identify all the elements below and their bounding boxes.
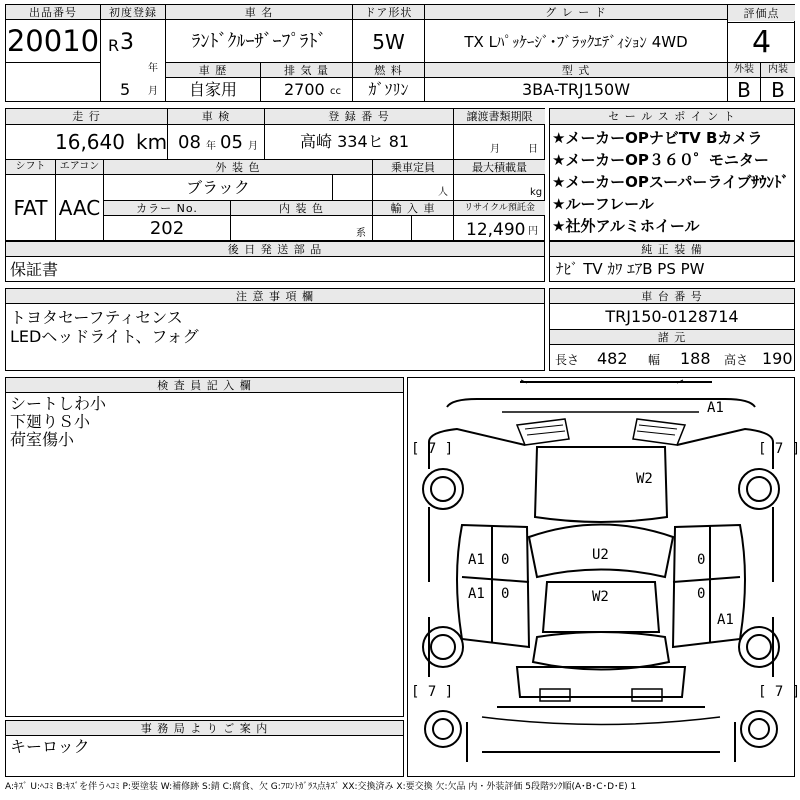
- registration-month: 5: [120, 80, 131, 99]
- recycle-unit: 円: [528, 226, 538, 237]
- sales-point-4: ★ルーフレール: [552, 195, 654, 213]
- recycle-label: リサイクル預託金: [454, 201, 545, 215]
- max-load-unit: kg: [530, 187, 543, 198]
- color-number-label: カラー No.: [104, 201, 230, 215]
- bracket-top-right: [ 7 ]: [758, 441, 800, 457]
- height-value: 190: [762, 349, 793, 368]
- exterior-color-value: ブラック: [186, 177, 250, 197]
- sales-point-3: ★メーカーOPスーパーライブｻｳﾝﾄﾞ: [552, 173, 789, 191]
- displacement-value: 2700: [284, 80, 325, 99]
- exterior-grade: B: [737, 78, 751, 102]
- interior-color-label: 内 装 色: [231, 201, 372, 215]
- equipment-value: ﾅﾋﾞ TV ｶﾜ ｴｱB PS PW: [556, 260, 705, 278]
- dimensions-label: 諸 元: [550, 330, 794, 344]
- damage-mark-hood: W2: [636, 471, 653, 487]
- inspection-month: 05: [220, 132, 243, 153]
- capacity-label: 乗車定員: [373, 160, 453, 174]
- mileage-unit: km: [136, 130, 168, 154]
- shift-value: FAT: [13, 196, 48, 220]
- transfer-deadline-label: 譲渡書類期限: [454, 109, 545, 124]
- later-parts-label: 後 日 発 送 部 品: [6, 242, 544, 256]
- transfer-month-unit: 月: [490, 144, 500, 155]
- fuel-value: ｶﾞｿﾘﾝ: [368, 80, 409, 99]
- interior-grade: B: [771, 78, 785, 102]
- chassis-number: TRJ150-0128714: [605, 306, 739, 326]
- lot-label: 出品番号: [6, 5, 100, 19]
- sales-point-2: ★メーカーOP３６０゜モニター: [552, 151, 769, 169]
- plate-label: 登 録 番 号: [265, 109, 453, 124]
- history-label: 車 歴: [166, 63, 260, 77]
- lot-number: 20010: [6, 23, 100, 58]
- model-value: 3BA-TRJ150W: [521, 80, 631, 99]
- door-label: ドア形状: [353, 5, 424, 19]
- inspector-notes-label: 検 査 員 記 入 欄: [6, 378, 403, 392]
- interior-color-unit: 系: [356, 228, 366, 239]
- equipment-label: 純 正 装 備: [550, 242, 794, 256]
- capacity-unit: 人: [438, 187, 448, 198]
- office-notes-value: キーロック: [10, 737, 90, 756]
- footer-legend: A:ｷｽﾞ U:ﾍｺﾐ B:ｷｽﾞを伴うﾍｺﾐ P:要塗装 W:補修跡 S:錆 C:腐食、欠 G:ﾌﾛﾝﾄｶﾞﾗｽ点ｷｽﾞ XX:交換済み X:要交換 欠:欠品 内・外装評価 5段階ﾗﾝｸ順(A･B･C･D･E) 1: [5, 782, 637, 792]
- width-label: 幅: [648, 353, 661, 367]
- year-unit: 年: [148, 63, 158, 74]
- damage-mark-right-front-zero: 0: [697, 552, 706, 568]
- sales-points-label: セ ー ル ス ポ イ ン ト: [550, 109, 794, 124]
- registration-era: R: [108, 36, 120, 55]
- inspection-label: 車 検: [168, 109, 264, 124]
- month-unit: 月: [148, 86, 158, 97]
- chassis-label: 車 台 番 号: [550, 289, 794, 303]
- inspection-year: 08: [178, 132, 201, 153]
- exterior-color-label: 外 装 色: [104, 160, 372, 174]
- grade-value: TX Lﾊﾟｯｹｰｼﾞ･ﾌﾞﾗｯｸｴﾃﾞｨｼｮﾝ 4WD: [464, 32, 688, 51]
- recycle-value: 12,490: [466, 220, 526, 240]
- door-value: 5W: [372, 30, 405, 54]
- aircon-label: エアコン: [56, 160, 103, 174]
- inspection-month-unit: 月: [248, 141, 258, 152]
- length-label: 長さ: [555, 353, 580, 367]
- damage-mark-left-front-zero: 0: [501, 552, 510, 568]
- displacement-label: 排 気 量: [261, 63, 352, 77]
- width-value: 188: [680, 349, 711, 368]
- interior-label: 内装: [761, 63, 795, 77]
- sales-point-5: ★社外アルミホイール: [552, 217, 700, 235]
- damage-mark-top-right: A1: [707, 400, 724, 416]
- transfer-day-unit: 日: [528, 144, 538, 155]
- bracket-top-left: [ 7 ]: [411, 441, 454, 457]
- model-label: 型 式: [425, 63, 727, 77]
- shift-label: シフト: [6, 160, 55, 174]
- displacement-unit: cc: [330, 86, 341, 97]
- score-value: 4: [751, 24, 772, 60]
- inspector-line-1: シートしわ小: [10, 394, 107, 413]
- notes-label: 注 意 事 項 欄: [6, 289, 544, 303]
- import-label: 輸 入 車: [373, 201, 453, 215]
- mileage-label: 走 行: [6, 109, 167, 124]
- damage-mark-roof-2: W2: [592, 589, 609, 605]
- damage-mark-right-rear: A1: [717, 612, 734, 628]
- inspector-line-2: 下廻りＳ小: [10, 412, 91, 431]
- height-label: 高さ: [724, 353, 749, 367]
- damage-mark-left-rear: A1: [468, 586, 485, 602]
- exterior-label: 外装: [728, 63, 760, 77]
- bracket-bottom-left: [ 7 ]: [411, 684, 454, 700]
- damage-mark-left-rear-zero: 0: [501, 586, 510, 602]
- plate-value: 高崎 334ヒ 81: [300, 132, 410, 151]
- history-value: 自家用: [188, 80, 237, 99]
- bracket-bottom-right: [ 7 ]: [758, 684, 800, 700]
- car-name: ﾗﾝﾄﾞｸﾙｰｻﾞｰﾌﾟﾗﾄﾞ: [191, 31, 327, 52]
- car-diagram: [407, 377, 795, 777]
- notes-line-2: LEDヘッドライト、フォグ: [10, 327, 199, 346]
- aircon-value: AAC: [58, 196, 101, 220]
- color-number-value: 202: [149, 217, 185, 239]
- damage-mark-right-rear-zero: 0: [697, 586, 706, 602]
- fuel-label: 燃 料: [353, 63, 424, 77]
- grade-label: グ レ ー ド: [425, 5, 727, 19]
- inspector-line-3: 荷室傷小: [10, 430, 75, 449]
- max-load-label: 最大積載量: [454, 160, 545, 174]
- registration-year: 3: [120, 30, 134, 55]
- notes-line-1: トヨタセーフティセンス: [10, 308, 183, 327]
- mileage-value: 16,640: [55, 130, 125, 154]
- length-value: 482: [597, 349, 628, 368]
- car-name-label: 車 名: [166, 5, 352, 19]
- inspection-year-unit: 年: [206, 141, 216, 152]
- damage-mark-roof: U2: [592, 547, 609, 563]
- sales-point-1: ★メーカーOPナビTV Bカメラ: [552, 129, 763, 147]
- first-registration-label: 初度登録: [101, 5, 165, 19]
- damage-mark-left-front: A1: [468, 552, 485, 568]
- office-notes-label: 事 務 局 よ り ご 案 内: [6, 721, 403, 735]
- later-parts-value: 保証書: [10, 260, 59, 279]
- score-label: 評価点: [728, 5, 795, 21]
